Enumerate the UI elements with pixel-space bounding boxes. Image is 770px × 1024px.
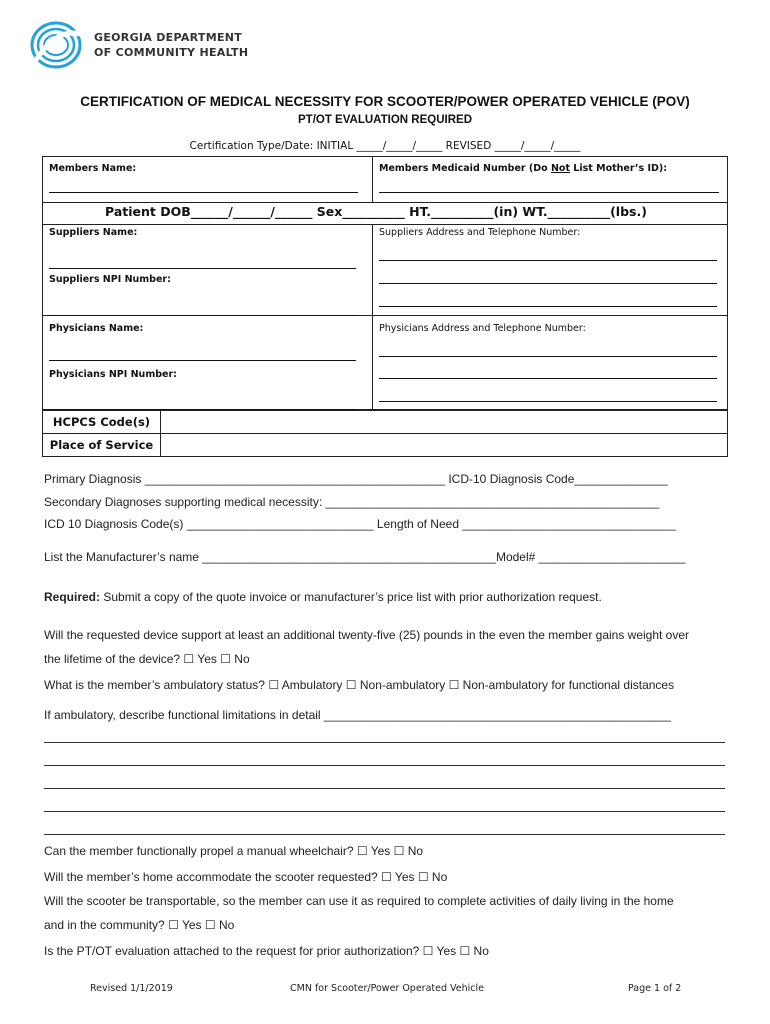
limitations-blank-2[interactable] xyxy=(44,765,725,766)
hcpcs-label: HCPCS Code(s) xyxy=(42,410,161,434)
hcpcs-field[interactable] xyxy=(160,410,728,434)
functional-limitations-line[interactable]: If ambulatory, describe functional limitations in detail ____________________________________________________ xyxy=(44,708,671,722)
limitations-blank-5[interactable] xyxy=(44,834,725,835)
form-title: CERTIFICATION OF MEDICAL NECESSITY FOR SCOOTER/POWER OPERATED VEHICLE (POV) xyxy=(80,94,690,109)
divider xyxy=(43,224,727,225)
required-text: Submit a copy of the quote invoice or manufacturer’s price list with prior authorization request. xyxy=(100,590,602,604)
propel-wheelchair-question[interactable]: Can the member functionally propel a manual wheelchair? ☐ Yes ☐ No xyxy=(44,844,424,858)
weight-question-line1: Will the requested device support at least an additional twenty-five (25) pounds in the even the member gains weight over xyxy=(44,628,690,642)
org-name-line1: GEORGIA DEPARTMENT xyxy=(94,31,243,44)
transportable-question-line2[interactable]: and in the community? ☐ Yes ☐ No xyxy=(44,918,235,932)
suppliers-npi-label: Suppliers NPI Number: xyxy=(49,274,171,285)
certification-type-line[interactable]: Certification Type/Date: INITIAL _____/_____/_____ REVISED _____/_____/_____ xyxy=(189,140,581,152)
org-name-line2: OF COMMUNITY HEALTH xyxy=(94,46,249,59)
suppliers-name-label: Suppliers Name: xyxy=(49,227,138,238)
form-subtitle: PT/OT EVALUATION REQUIRED xyxy=(298,114,472,126)
physicians-address-label: Physicians Address and Telephone Number: xyxy=(379,323,586,334)
secondary-diagnoses-line[interactable]: Secondary Diagnoses supporting medical necessity: __________________________________________________ xyxy=(44,495,660,509)
footer-revised: Revised 1/1/2019 xyxy=(90,983,173,994)
physicians-name-field[interactable] xyxy=(49,360,356,361)
home-accommodate-question[interactable]: Will the member’s home accommodate the scooter requested? ☐ Yes ☐ No xyxy=(44,870,448,884)
suppliers-npi-field[interactable] xyxy=(49,315,356,316)
suppliers-address-label: Suppliers Address and Telephone Number: xyxy=(379,227,581,238)
weight-question-line2[interactable]: the lifetime of the device? ☐ Yes ☐ No xyxy=(44,652,250,666)
org-name xyxy=(94,30,248,60)
manufacturer-line[interactable]: List the Manufacturer’s name ____________________________________________Model# ______________________ xyxy=(44,550,686,564)
divider xyxy=(372,224,373,411)
limitations-blank-1[interactable] xyxy=(44,742,725,743)
divider xyxy=(43,202,727,203)
physicians-address-field-1[interactable] xyxy=(379,356,717,357)
physicians-address-field-2[interactable] xyxy=(379,378,717,379)
suppliers-address-field-2[interactable] xyxy=(379,283,717,284)
required-note xyxy=(44,590,602,604)
footer-form-name: CMN for Scooter/Power Operated Vehicle xyxy=(290,983,485,994)
logo-swirl-icon xyxy=(28,20,88,70)
medicaid-number-field[interactable] xyxy=(379,192,719,193)
icd10-codes-line[interactable]: ICD 10 Diagnosis Code(s) ____________________________ Length of Need ________________________________ xyxy=(44,517,676,531)
primary-diagnosis-line[interactable]: Primary Diagnosis _____________________________________________ ICD-10 Diagnosis Code______________ xyxy=(44,472,668,486)
members-name-label: Members Name: xyxy=(49,163,137,174)
ptot-evaluation-question[interactable]: Is the PT/OT evaluation attached to the request for prior authorization? ☐ Yes ☐ No xyxy=(44,944,489,958)
physicians-name-label: Physicians Name: xyxy=(49,323,144,334)
required-label: Required: xyxy=(44,590,101,604)
member-supplier-physician-box xyxy=(42,156,728,410)
transportable-question-line1: Will the scooter be transportable, so the member can use it as required to complete activities of daily living in the home xyxy=(44,894,674,908)
limitations-blank-3[interactable] xyxy=(44,788,725,789)
suppliers-name-field[interactable] xyxy=(49,268,356,269)
physicians-npi-label: Physicians NPI Number: xyxy=(49,369,177,380)
suppliers-address-field-3[interactable] xyxy=(379,306,717,307)
place-of-service-field[interactable] xyxy=(160,433,728,457)
patient-demographics-line[interactable]: Patient DOB______/______/______ Sex__________ HT.__________(in) WT.__________(lbs.) xyxy=(105,204,647,219)
physicians-address-field-3[interactable] xyxy=(379,401,717,402)
ambulatory-status-question[interactable]: What is the member’s ambulatory status? ☐ Ambulatory ☐ Non-ambulatory ☐ Non-ambulatory for functional distances xyxy=(44,678,675,692)
divider xyxy=(372,157,373,202)
footer-page-number: Page 1 of 2 xyxy=(628,983,682,994)
members-name-field[interactable] xyxy=(49,192,358,193)
medicaid-number-label: Members Medicaid Number (Do Not List Mother’s ID): xyxy=(379,163,668,174)
limitations-blank-4[interactable] xyxy=(44,811,725,812)
suppliers-address-field-1[interactable] xyxy=(379,260,717,261)
codes-table xyxy=(42,410,728,458)
place-of-service-label: Place of Service xyxy=(42,433,161,457)
